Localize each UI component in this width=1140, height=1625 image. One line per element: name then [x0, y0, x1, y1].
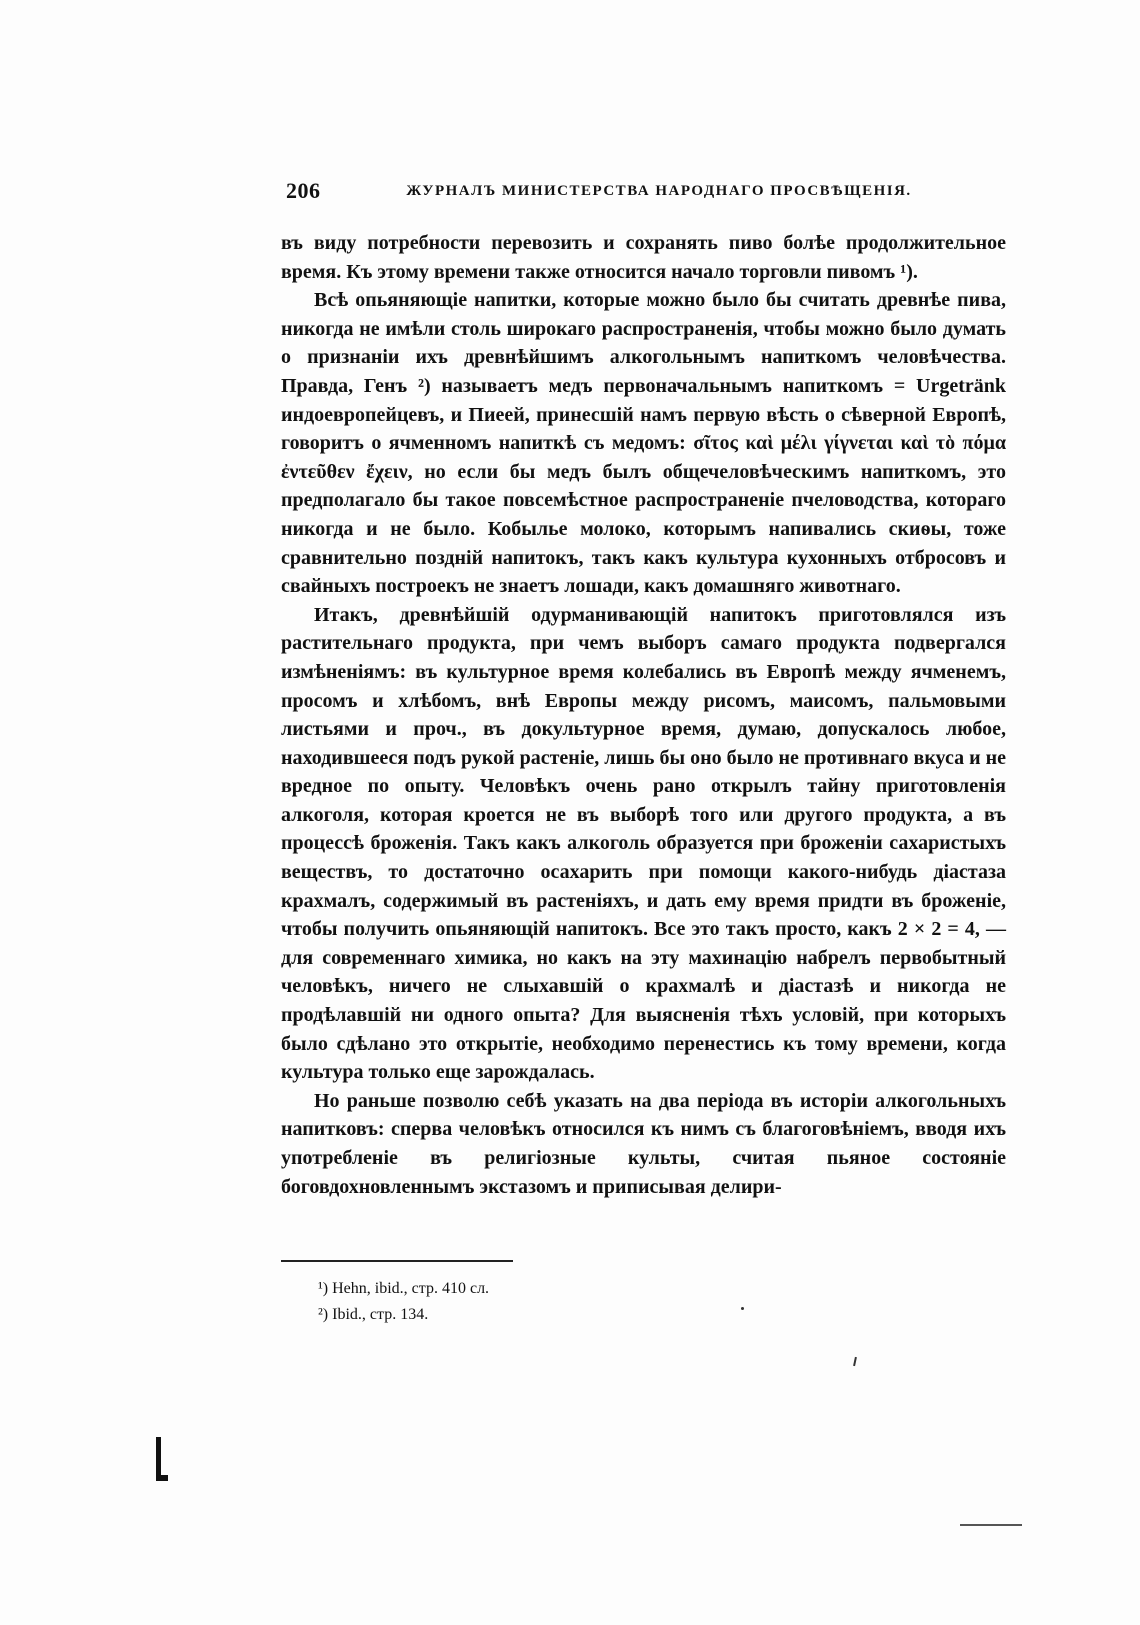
- paragraph: Итакъ, древнѣйшій одурманивающій напитокъ приготовлялся изъ растительнаго продукта, при чемъ выборъ самаго продукта подвергался измѣненіямъ: въ культурное время колебались въ Европѣ между ячменемъ, просомъ и хлѣбомъ, внѣ Европы между рисомъ, маисомъ, пальмовыми листьями и проч., въ докультурное время, думаю, допускалось любое, находившееся подъ рукой растеніе, лишь бы оно было не противнаго вкуса и не вредное по опыту. Человѣкъ очень рано открылъ тайну приготовленія алкоголя, которая кроется не въ выборѣ того или другого продукта, а въ процессѣ броженія. Такъ какъ алкоголь образуется при броженіи сахаристыхъ веществъ, то достаточно осахарить при помощи какого-нибудь діастаза крахмалъ, содержимый въ растеніяхъ, и дать ему время придти въ броженіе, чтобы получить опьяняющій напитокъ. Все это такъ просто, какъ 2 × 2 = 4, — для современнаго химика, но какъ на эту махинацію набрелъ первобытный человѣкъ, ничего не слыхавшій о крахмалѣ и діастазѣ и никогда не продѣлавшій ни одного опыта? Для выясненія тѣхъ условій, при которыхъ было сдѣлано это открытіе, необходимо перенестись къ тому времени, когда культура только еще зарождалась.: [281, 603, 1006, 1084]
- footnote-divider: [281, 1260, 513, 1262]
- scan-artifact-line: [960, 1524, 1022, 1526]
- page-header: [286, 178, 1006, 206]
- page-number: 206: [286, 178, 321, 203]
- body-text: [281, 229, 1006, 1201]
- scan-speck: [853, 1357, 857, 1366]
- scan-speck: [741, 1307, 744, 1310]
- paragraph: Но раньше позволю себѣ указать на два періода въ исторіи алкогольныхъ напитковъ: сперва человѣкъ относился къ нимъ съ благоговѣніемъ, вводя ихъ употребленіе въ религіозные культы, считая пьяное состояніе боговдохновленнымъ экстазомъ и приписывая делири-: [281, 1089, 1006, 1198]
- running-title: ЖУРНАЛЪ МИНИСТЕРСТВА НАРОДНАГО ПРОСВѢЩЕНІЯ.: [406, 183, 912, 199]
- scan-artifact-mark: [156, 1475, 168, 1481]
- paragraph: въ виду потребности перевозить и сохранять пиво болѣе продолжительное время. Къ этому времени также относится начало торговли пивомъ ¹).: [281, 232, 1006, 283]
- footnote: ¹) Hehn, ibid., стр. 410 сл.: [318, 1280, 490, 1297]
- footnote: ²) Ibid., стр. 134.: [318, 1306, 429, 1323]
- footnotes: [318, 1276, 818, 1328]
- paragraph: Всѣ опьяняющіе напитки, которые можно было бы считать древнѣе пива, никогда не имѣли столь широкаго распространенія, чтобы можно было думать о признаніи ихъ древнѣйшимъ алкогольнымъ напиткомъ человѣчества. Правда, Генъ ²) называетъ медъ первоначальнымъ напиткомъ = Urgetränk индоевропейцевъ, и Пиеей, принесшій намъ первую вѣсть о сѣверной Европѣ, говоритъ о ячменномъ напиткѣ съ медомъ: σῖτος καὶ μέλι γίγνεται καὶ τὸ πόμα ἐντεῦθεν ἔχειν, но если бы медъ былъ общечеловѣческимъ напиткомъ, это предполагало бы такое повсемѣстное распространеніе пчеловодства, котораго никогда и не было. Кобылье молоко, которымъ напивались скиѳы, тоже сравнительно поздній напитокъ, такъ какъ культура кухонныхъ отбросовъ и свайныхъ построекъ не знаетъ лошади, какъ домашняго животнаго.: [281, 289, 1006, 598]
